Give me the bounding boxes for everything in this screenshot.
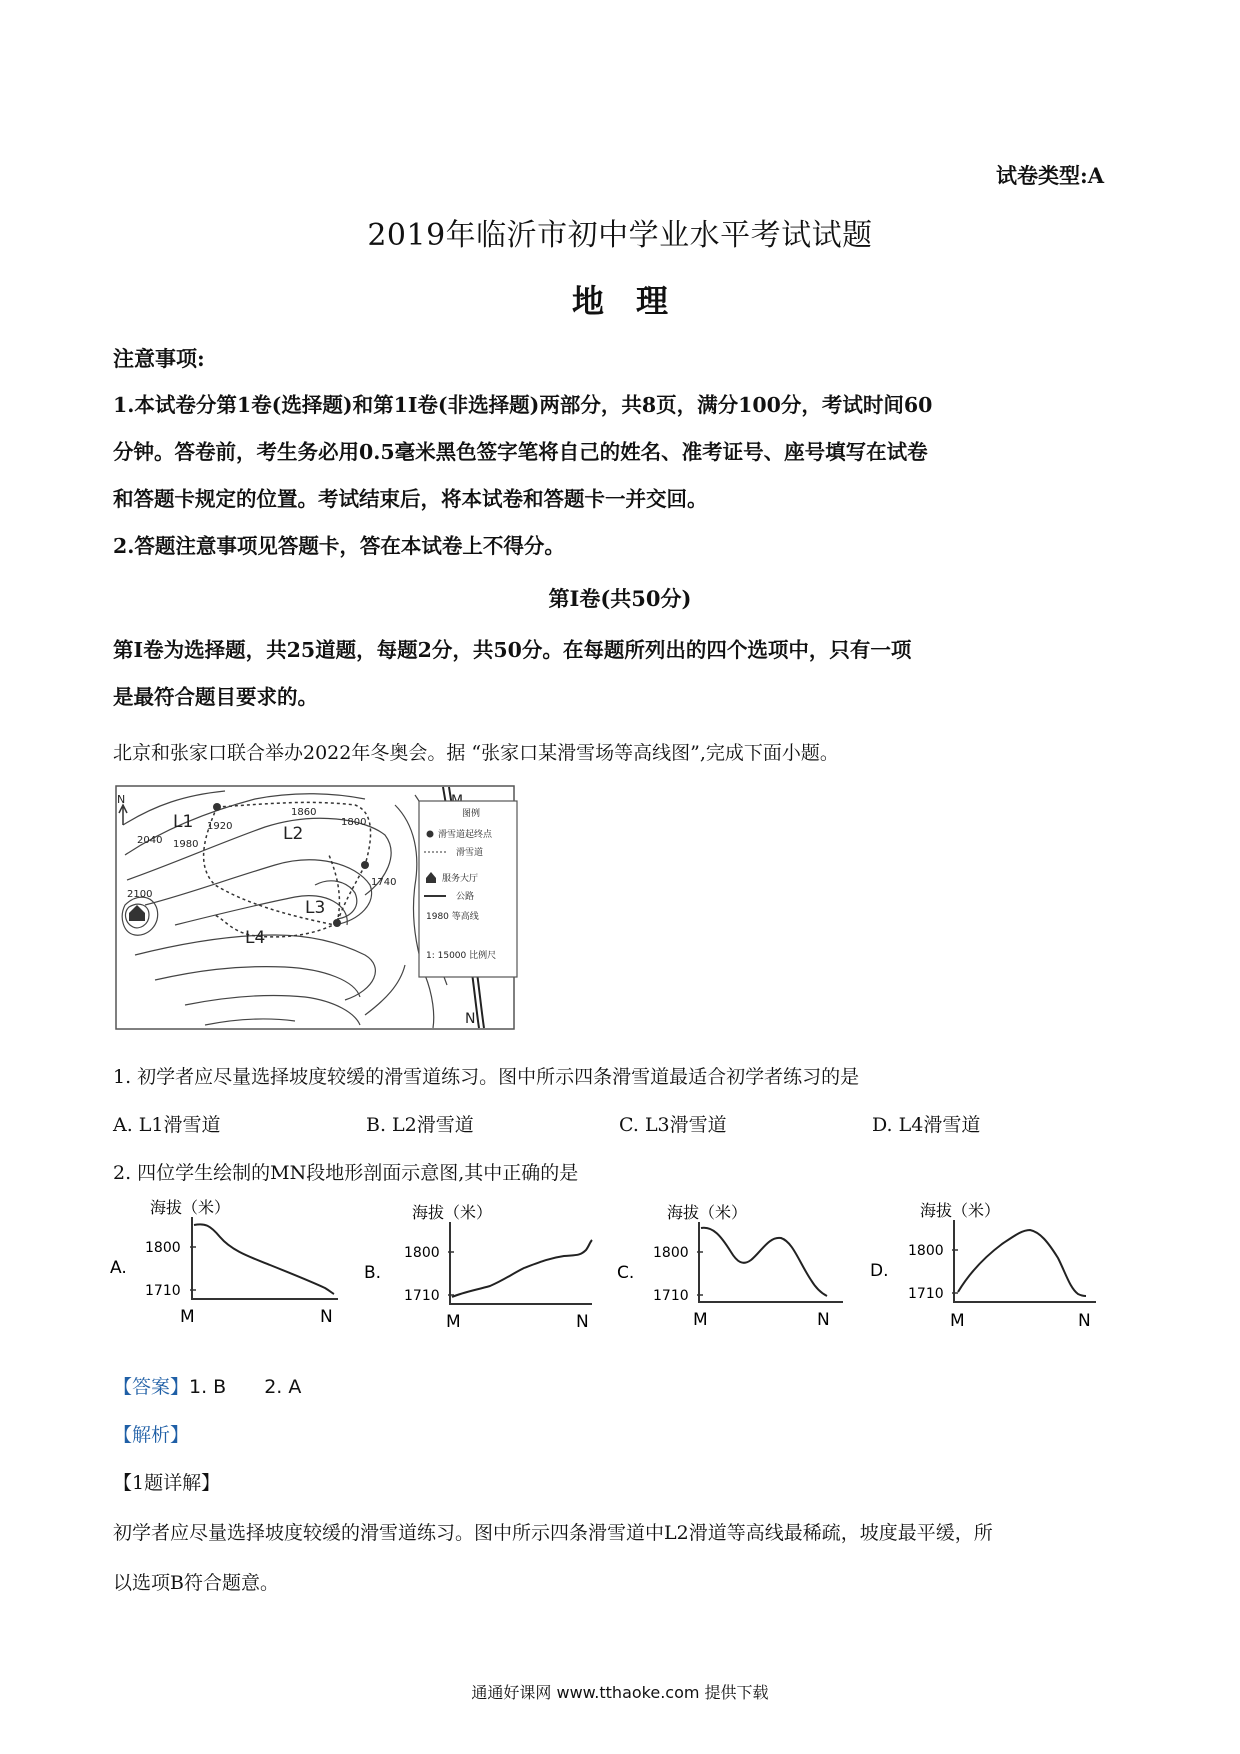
- legend-title: 图例: [462, 809, 481, 819]
- profile-a-tick-1800: 1800: [145, 1240, 181, 1256]
- legend-item-start-point: 滑雪道起终点: [438, 830, 493, 840]
- profile-c-m: M: [693, 1310, 708, 1330]
- q2-stem: 2. 四位学生绘制的MN段地形剖面示意图,其中正确的是: [113, 1162, 579, 1184]
- profile-b-m: M: [446, 1312, 461, 1332]
- analysis-detail-tag: 【1题详解】: [113, 1472, 221, 1494]
- answer-2: 2. A: [264, 1376, 302, 1398]
- notice-item2: 2.答题注意事项见答题卡，答在本试卷上不得分。: [113, 534, 565, 558]
- analysis-tag: 【解析】: [113, 1424, 190, 1446]
- map-l2-label: L2: [283, 824, 304, 844]
- q1-option-c: C. L3滑雪道: [619, 1114, 727, 1136]
- notice-heading: 注意事项:: [113, 346, 205, 371]
- exam-title: 2019年临沂市初中学业水平考试试题: [367, 218, 873, 253]
- map-l3-label: L3: [305, 898, 326, 918]
- map-l4-label: L4: [245, 928, 266, 948]
- answer-1: 1. B: [189, 1376, 227, 1398]
- profile-a-tick-1710: 1710: [145, 1283, 181, 1299]
- notice-item1-line1: 1.本试卷分第1卷(选择题)和第1I卷(非选择题)两部分，共8页，满分100分，考试时间60: [113, 393, 933, 417]
- profile-b-label: B.: [364, 1263, 382, 1283]
- q1-option-d: D. L4滑雪道: [872, 1114, 981, 1136]
- legend-item-scale: 1: 15000 比例尺: [426, 951, 497, 961]
- map-contour-1800: 1800: [341, 817, 367, 828]
- analysis-line1: 初学者应尽量选择坡度较缓的滑雪道练习。图中所示四条滑雪道中L2滑道等高线最稀疏，坡度最平缓，所: [113, 1522, 993, 1544]
- map-legend: [418, 800, 518, 978]
- profile-c-tick-1800: 1800: [653, 1245, 689, 1261]
- map-contour-1980: 1980: [173, 839, 199, 850]
- profile-c: [617, 1200, 857, 1345]
- legend-item-road: 公路: [456, 892, 475, 902]
- profile-a: [110, 1195, 350, 1340]
- profile-a-n: N: [320, 1307, 333, 1327]
- map-n-label: N: [465, 1011, 476, 1027]
- legend-item-ski-run: 滑雪道: [456, 848, 484, 858]
- profile-d-label: D.: [870, 1261, 889, 1281]
- profile-a-label: A.: [110, 1258, 127, 1278]
- subject-title: 地 理: [571, 282, 668, 320]
- analysis-line2: 以选项B符合题意。: [113, 1572, 279, 1594]
- map-contour-2040: 2040: [137, 835, 163, 846]
- page-footer: 通通好课网 www.tthaoke.com 提供下载: [471, 1683, 769, 1702]
- answer-line: [113, 1372, 301, 1399]
- profile-d: [870, 1198, 1110, 1348]
- profile-d-m: M: [950, 1311, 965, 1331]
- profile-d-tick-1800: 1800: [908, 1243, 944, 1259]
- section1-desc-line2: 是最符合题目要求的。: [113, 685, 318, 709]
- map-contour-2100: 2100: [127, 889, 153, 900]
- profile-c-axis-title: 海拔（米）: [667, 1203, 748, 1222]
- profile-b-tick-1800: 1800: [404, 1245, 440, 1261]
- answer-tag: 【答案】: [113, 1376, 190, 1398]
- map-north-label: N: [117, 793, 126, 806]
- map-contour-1860: 1860: [291, 807, 317, 818]
- profile-d-axis-title: 海拔（米）: [920, 1201, 1001, 1220]
- profile-b: [364, 1200, 604, 1345]
- profile-b-axis-title: 海拔（米）: [412, 1203, 493, 1222]
- question-intro: 北京和张家口联合举办2022年冬奥会。据 “张家口某滑雪场等高线图”,完成下面小题。: [113, 742, 839, 764]
- legend-item-service-hall: 服务大厅: [442, 874, 479, 884]
- profile-d-n: N: [1078, 1311, 1091, 1331]
- legend-item-contour: 1980 等高线: [426, 912, 479, 922]
- map-l1-label: L1: [173, 812, 194, 832]
- q1-option-b: B. L2滑雪道: [366, 1114, 474, 1136]
- q1-option-a: A. L1滑雪道: [113, 1114, 221, 1136]
- paper-type: 试卷类型:A: [996, 163, 1105, 188]
- profile-d-tick-1710: 1710: [908, 1286, 944, 1302]
- map-contour-1920: 1920: [207, 821, 233, 832]
- profile-b-n: N: [576, 1312, 589, 1332]
- profile-a-axis-title: 海拔（米）: [150, 1198, 231, 1217]
- map-contour-1740: 1740: [371, 877, 397, 888]
- q1-stem: 1. 初学者应尽量选择坡度较缓的滑雪道练习。图中所示四条滑雪道最适合初学者练习的是: [113, 1066, 860, 1088]
- notice-item1-line3: 和答题卡规定的位置。考试结束后，将本试卷和答题卡一并交回。: [113, 487, 708, 511]
- notice-item1-line2: 分钟。答卷前，考生务必用0.5毫米黑色签字笔将自己的姓名、准考证号、座号填写在试卷: [113, 440, 928, 464]
- section1-desc-line1: 第I卷为选择题，共25道题，每题2分，共50分。在每题所列出的四个选项中，只有一项: [113, 638, 912, 662]
- profile-c-tick-1710: 1710: [653, 1288, 689, 1304]
- profile-a-m: M: [180, 1307, 195, 1327]
- profile-c-n: N: [817, 1310, 830, 1330]
- profile-c-label: C.: [617, 1263, 635, 1283]
- profile-b-tick-1710: 1710: [404, 1288, 440, 1304]
- section1-title: 第I卷(共50分): [548, 586, 692, 611]
